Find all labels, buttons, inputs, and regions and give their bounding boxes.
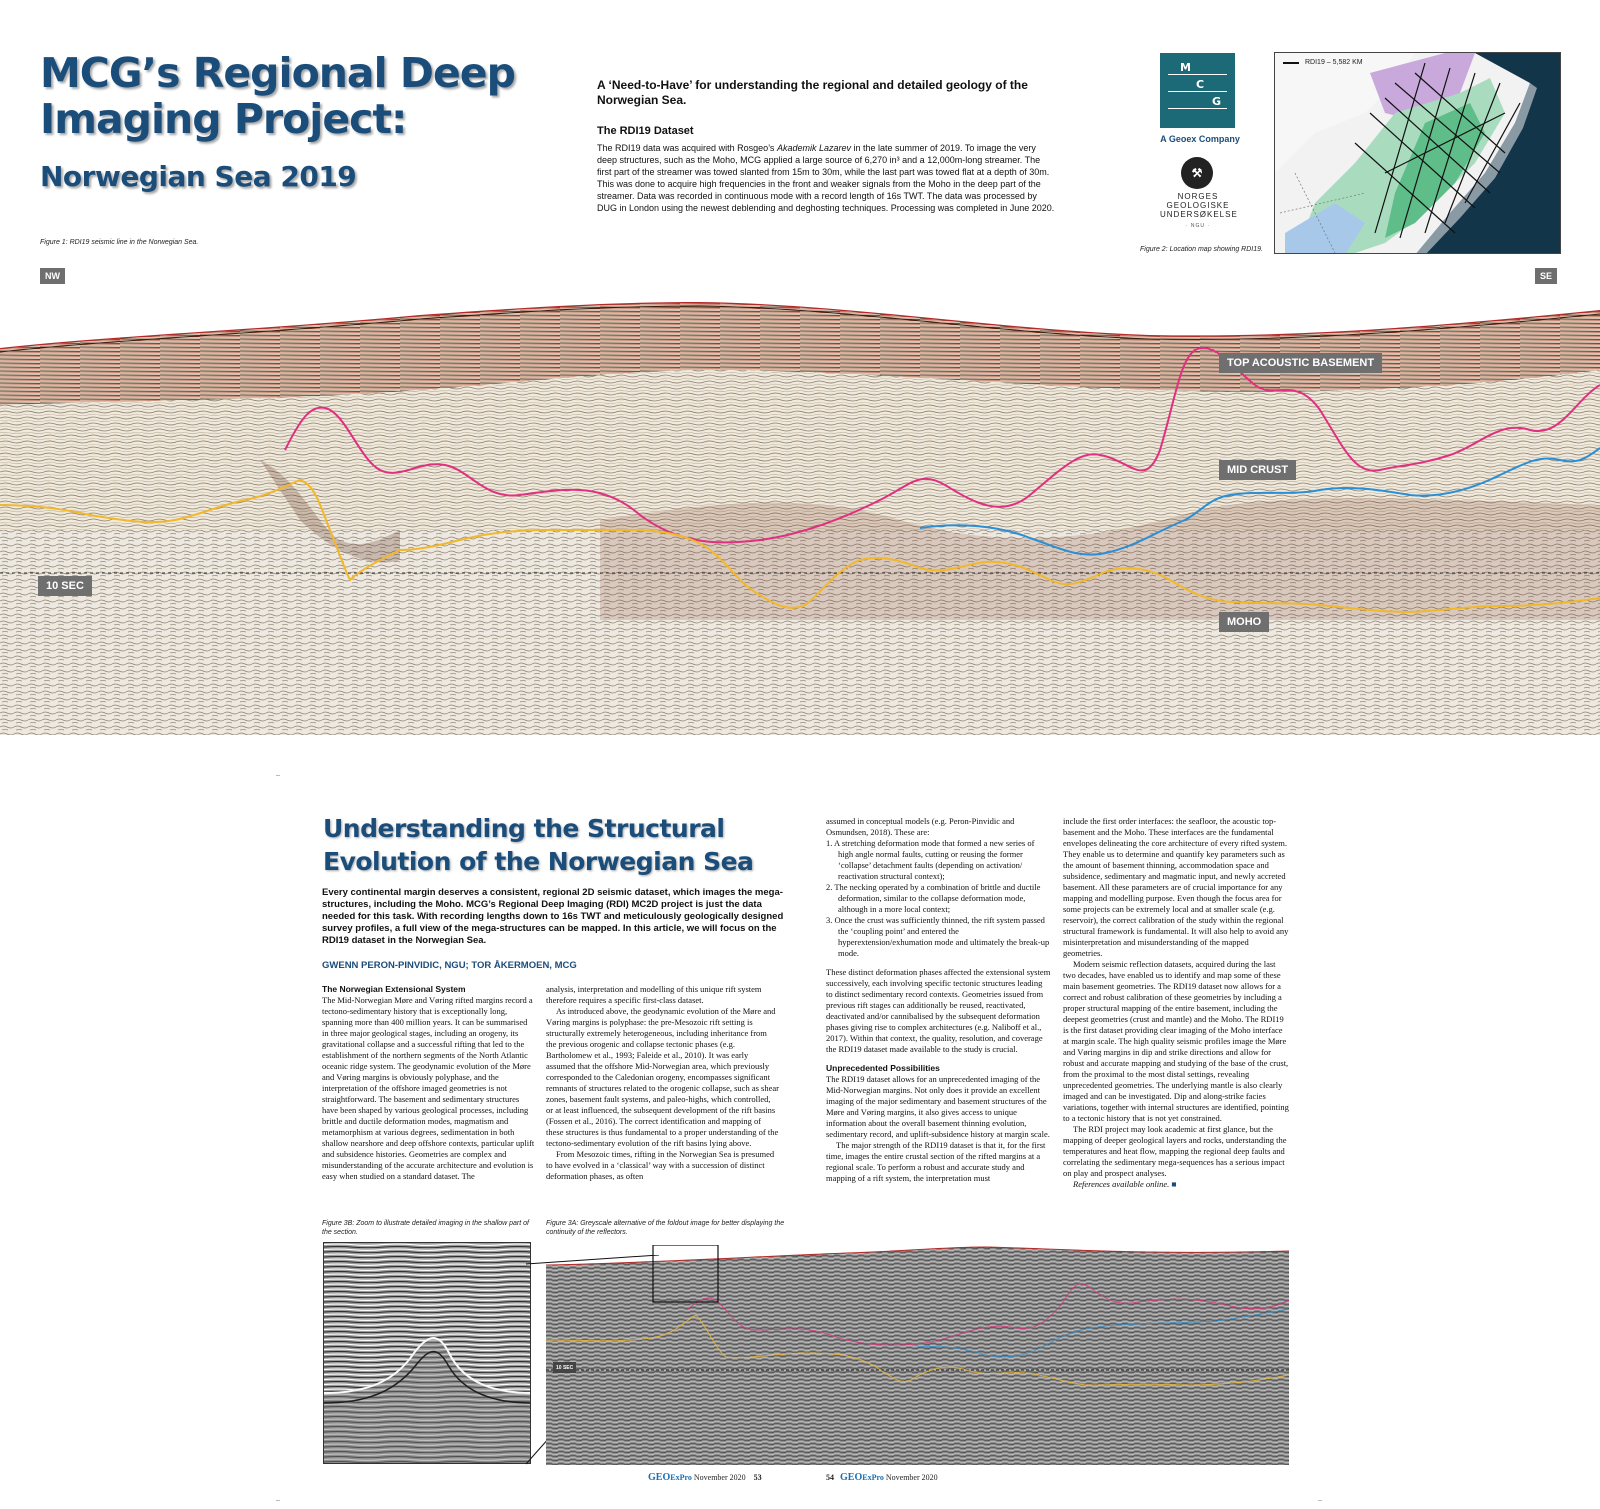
- article-column-4: [1063, 816, 1289, 1222]
- figure-3a-caption: Figure 3A: Greyscale alternative of the foldout image for better displaying the continuity of the reflectors.: [546, 1220, 785, 1236]
- page-title: [40, 50, 580, 142]
- footer-right: [826, 1472, 938, 1483]
- ngu-line-3: UNDERSØKELSE: [1160, 210, 1238, 219]
- geoex-tagline: A Geoex Company: [1160, 134, 1240, 144]
- footer-left-brand: GEO: [648, 1472, 671, 1483]
- mcg-logo-g: G: [1212, 95, 1222, 108]
- ngu-logo-icon: ⚒: [1181, 157, 1213, 189]
- article-standfirst: Every continental margin deserves a consistent, regional 2D seismic dataset, which images the mega-structures, including the Moho. MCG’s Regional Deep Imaging (RDI) MC2D project is just the data needed for this task. With recording lengths down to 16s TWT and meticulously geologically designed survey profiles, a full view of the mega-structures can be mapped. In this article, we will focus on the RDI19 dataset in the Norwegian Sea.: [322, 887, 784, 946]
- footer-right-page-number: 54: [826, 1473, 834, 1482]
- intro-body: [597, 142, 1055, 214]
- footer-right-brand: GEO: [840, 1472, 863, 1483]
- column-2-paragraph-3: From Mesozoic times, rifting in the Norwegian Sea is presumed to have evolved in a ‘classical’ way with a succession of distinct deformation phases, as often: [546, 1149, 775, 1181]
- figure-3b-caption: Figure 3B: Zoom to illustrate detailed imaging in the shallow part of the section.: [322, 1220, 529, 1236]
- column-2-paragraph-2: As introduced above, the geodynamic evolution of the Møre and Vøring margins is polyphase: the pre-Mesozoic rift setting is structurally extremely heterogeneous, including inheritance from the previous orogenic and collapse tectonic phases (e.g. Bartholomew et al., 1993; Faleide et al., 2010). It was early assumed that the offshore Mid-Norwegian area, which previously corresponded to the Caledonian orogeny, encompasses significant remnants of structures related to the orogenic collapse, such as shear zones, basement fault systems, and paleo-highs, which controlled, or at least influenced, the subsequent development of the rift basins (Fossen et al., 2016). The correct identification and mapping of these structures is thus fundamental to a proper understanding of the tectono-sedimentary evolution of the rift basins lying above.: [546, 1006, 779, 1148]
- column-3-paragraph-4: The major strength of the RDI19 dataset is that it, for the first time, images the entire crustal section of the rifted margins at a regional scale. To perform a robust and accurate study and mapping of a rift system, the interpretation must: [826, 1140, 1046, 1183]
- intro-body-start: The RDI19 data was acquired with Rosgeo’s: [597, 143, 777, 153]
- column-1-paragraph: The Mid-Norwegian Møre and Vøring rifted margins record a tectono-sedimentary history that is exceptionally long, spanning more than 400 million years. It can be summarised in three major geological stages, including an orogeny, its gravitational collapse and a successful rifting that led to the establishment of the northern segments of the North Atlantic oceanic ridge system. The geodynamic evolution of the Møre and Vøring margins is obviously polyphase, and the interpretation of the offshore imaged geometries is not straightforward. The basement and sedimentary structures have been shaped by various geological processes, including brittle and ductile deformation modes, magmatism and metamorphism at various degrees, sedimentation in both shallow nearshore and deep offshore contexts, particular uplift and subsidence histories. Geometries are complex and misunderstanding of the accurate architecture and evolution is easy when studied on a standard dataset. The: [322, 995, 535, 1181]
- ngu-sub: · NGU ·: [1185, 223, 1211, 229]
- column-3-paragraph-1: assumed in conceptual models (e.g. Peron-Pinvidic and Osmundsen, 2018). These are:: [826, 816, 1015, 837]
- article-column-2: [546, 984, 779, 1234]
- article-title-line-2: Evolution of the Norwegian Sea: [323, 847, 754, 876]
- list-item: 3. Once the crust was sufficiently thinned, the rift system passed the ‘coupling point’ and entered the hyperextension/exhumation mode and ultimately the break-up mode.: [826, 915, 1050, 958]
- column-4-paragraph-2: Modern seismic reflection datasets, acquired during the last two decades, have enabled us to identify and map some of these main basement geometries. The RDI19 dataset now allows for a correct and robust calibration of these geometries by including a proper structural mapping of the entire basement, including the deepest geometries (crust and mantle) and the Moho. The RDI19 is the first dataset providing clear imaging of the Moho interface at margin scale. The high quality seismic profiles image the Møre and Vøring margins in dip and strike directions and allow for robust and accurate mapping and studying of the base of the crust, from the proximal to the most distal settings, revealing unprecedented geometries. The underlying mantle is also clearly imaged and can be investigated. Dip and along-strike facies variations, together with internal structures are identified, pointing to a tectonic history that is not yet constrained.: [1063, 959, 1289, 1123]
- mcg-logo-m: M: [1180, 61, 1191, 74]
- column-2-paragraph-1: analysis, interpretation and modelling of this unique rift system therefore requires a specific first-class dataset.: [546, 984, 762, 1005]
- location-map-graphic: [1275, 53, 1561, 254]
- end-mark: ■: [1171, 1179, 1177, 1189]
- column-4-paragraph-1: include the first order interfaces: the seafloor, the acoustic top-basement and the Moho. These interfaces are the fundamental envelopes delineating the core architecture of every rifted system. They enable us to determine and quantify key parameters such as the amount of basement thinning, accommodation space and subsidence, sedimentary and magmatic input, and newly accreted basement. All these parameters are of crucial importance for any mapping and modelling purpose. Even though the focus area for some projects can be extremely local and at smaller scale (e.g. reservoir), the correct calibration of the study within the regional structural framework is fundamental. It will also help to avoid any misinterpretation and misunderstanding of the mapped geometries.: [1063, 816, 1289, 958]
- figure-3a-greyscale-section: [546, 1245, 1289, 1465]
- intro-heading: A ‘Need-to-Have’ for understanding the regional and detailed geology of the Norwegian Sea.: [597, 78, 1028, 107]
- map-legend: RDI19 – 5,582 KM: [1305, 59, 1363, 66]
- ngu-line-1: NORGES: [1177, 192, 1219, 201]
- mid-crust-label: MID CRUST: [1219, 460, 1296, 480]
- crop-mark: [276, 1500, 280, 1501]
- column-4-paragraph-3: The RDI project may look academic at first glance, but the mapping of deeper geological layers and rocks, understanding the temperatures and heat flow, mapping the regional deep faults and correlating the sedimentary mega-sequences has a serious impact on play and prospect analyses.: [1063, 1124, 1287, 1178]
- footer-right-date: November 2020: [885, 1473, 938, 1482]
- references-text: References available online.: [1073, 1179, 1170, 1189]
- section-heading-unprecedented-possibilities: Unprecedented Possibilities: [826, 1063, 940, 1073]
- article-title: [323, 812, 783, 878]
- list-item: 1. A stretching deformation mode that formed a new series of high angle normal faults, cutting or reusing the former ‘collapse’ detachment faults (depending on activation/ reactivation structural context);: [826, 838, 1035, 881]
- article-title-line-1: Understanding the Structural: [323, 814, 725, 843]
- crop-mark: [276, 775, 280, 776]
- article-byline: GWENN PERON-PINVIDIC, NGU; TOR ÅKERMOEN, MCG: [322, 960, 577, 971]
- ngu-line-2: GEOLOGISKE: [1166, 201, 1230, 210]
- footer-left-brand-suffix: ExPro: [670, 1473, 692, 1482]
- mcg-logo-c: C: [1196, 78, 1205, 91]
- column-3-paragraph-2: These distinct deformation phases affected the extensional system successively, each involving specific tectonic structures leading to distinct sedimentary record contexts. Geometries issued from previous rift stages can additionally be reused, reactivated, deactivated and/or cannibalised by the subsequent deformation phases giving rise to complex architectures (e.g. Naliboff et al., 2017). Within that context, the quality, resolution, and coverage the RDI19 dataset made available to the study is crucial.: [826, 967, 1051, 1054]
- ngu-wordmark: [1160, 192, 1236, 219]
- title-line-2: Imaging Project:: [40, 95, 407, 143]
- mcg-logo: [1160, 53, 1235, 128]
- page-subtitle: Norwegian Sea 2019: [40, 160, 357, 193]
- section-heading-norwegian-extensional-system: The Norwegian Extensional System: [322, 984, 466, 994]
- location-map: [1274, 52, 1561, 254]
- intro-subheading: The RDI19 Dataset: [597, 125, 694, 137]
- figure-1-caption: Figure 1: RDI19 seismic line in the Norwegian Sea.: [40, 239, 199, 246]
- crop-mark: [1318, 1500, 1322, 1501]
- figure-3a-ten-sec-label: 10 SEC: [556, 1365, 574, 1371]
- article-column-1: [322, 984, 536, 1234]
- title-line-1: MCG’s Regional Deep: [40, 49, 515, 97]
- intro-body-end: in the late summer of 2019. To image the very deep structures, such as the Moho, MCG applied a large source of 6,270 in³ and a 12,000m-long streamer. The first part of the streamer was towed slanted from 15m to 30m, while the last part was towed flat at a depth of 30m. This was done to acquire high frequencies in the front and weaker signals from the Moho in the deep part of the streamer. Data was recorded in continuous mode with a record length of 16s TWT. The data was processed by DUG in London using the newest deblending and deghosting techniques. Processing was completed in June 2020.: [597, 143, 1055, 213]
- figure-3b-zoom-image: [323, 1242, 531, 1464]
- article-column-3: [826, 816, 1051, 1234]
- footer-left: [648, 1472, 762, 1483]
- figure-2-caption: Figure 2: Location map showing RDI19.: [1140, 246, 1263, 253]
- footer-right-brand-suffix: ExPro: [862, 1473, 884, 1482]
- figure-3b-graphic: [324, 1243, 531, 1464]
- references-note: [1063, 1179, 1289, 1190]
- se-direction-tag: SE: [1535, 268, 1557, 284]
- moho-label: MOHO: [1219, 612, 1269, 632]
- top-acoustic-basement-label: TOP ACOUSTIC BASEMENT: [1219, 353, 1382, 373]
- footer-left-page-number: 53: [753, 1473, 762, 1482]
- vessel-name: Akademik Lazarev: [776, 143, 851, 153]
- column-3-paragraph-3: The RDI19 dataset allows for an unprecedented imaging of the Mid-Norwegian margins. Not only does it provide an excellent imaging of the major sedimentary and basement structures of the Møre and Vøring margins, it also gives access to unique information about the overall basement thinning evolution, sedimentary record, and uplift-subsidence history at margin scale.: [826, 1074, 1050, 1139]
- ten-sec-label: 10 SEC: [38, 576, 92, 596]
- footer-left-date: November 2020: [693, 1473, 746, 1482]
- nw-direction-tag: NW: [40, 268, 65, 284]
- list-item: 2. The necking operated by a combination of brittle and ductile deformation, similar to the collapse deformation mode, although in a more local context;: [826, 882, 1041, 914]
